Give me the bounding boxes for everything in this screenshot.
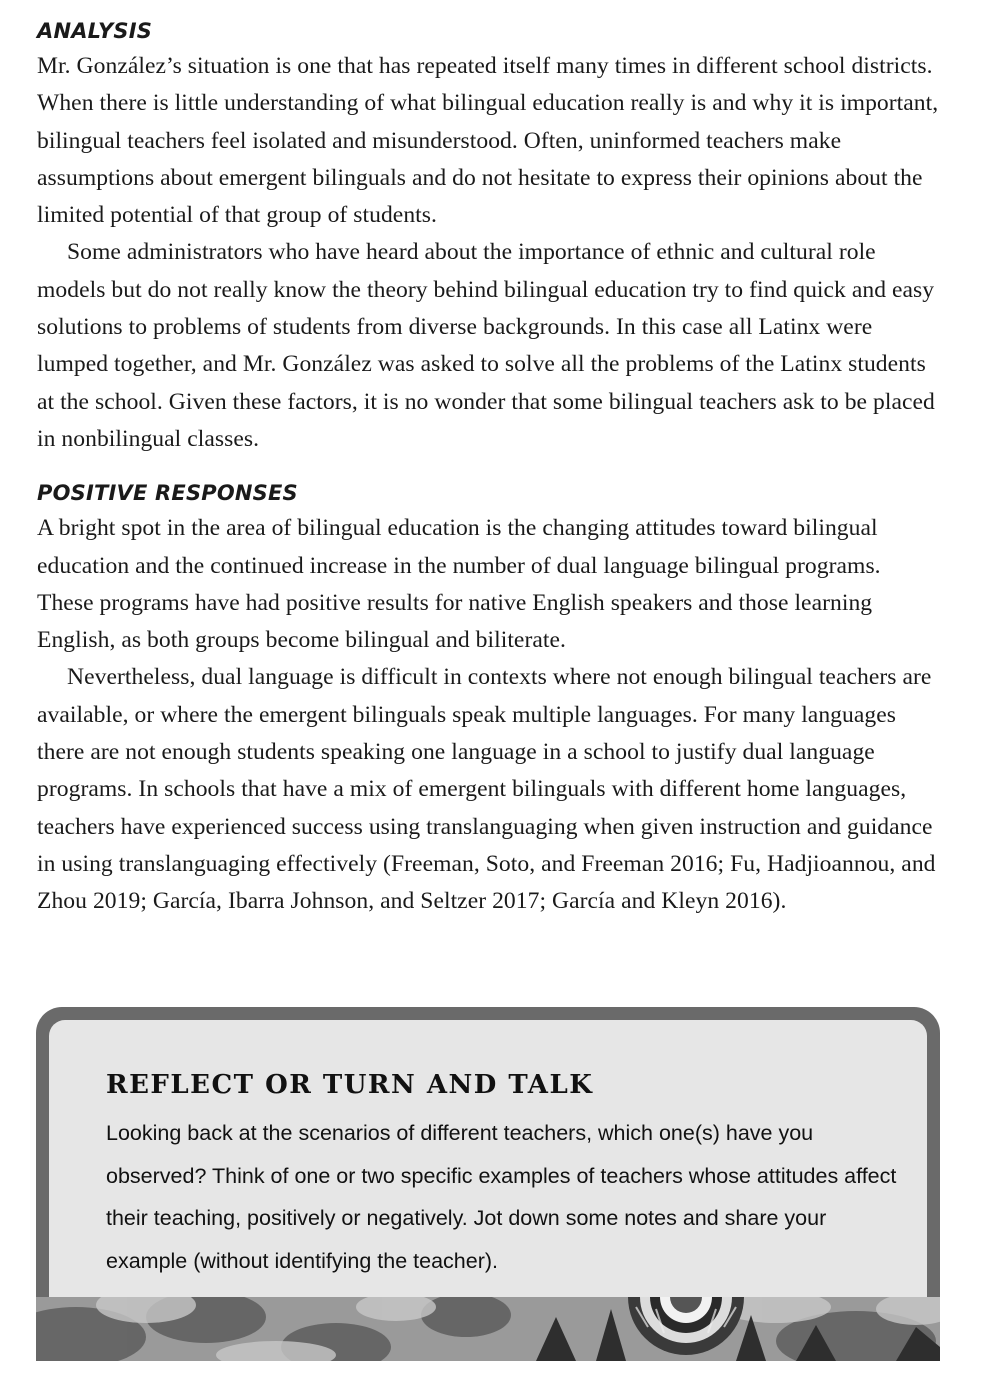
analysis-paragraph-2: Some administrators who have heard about the importance of ethnic and cultural role models but do not really know the theory behind bilingual education try to find quick and easy solutions to problems of students from diverse backgrounds. In this case all Latinx were lumped together, and Mr. González was asked to solve all the problems of the Latinx students at the school. Given these factors, it is no wonder that some bilingual teachers ask to be placed in nonbilingual classes. [37, 239, 935, 452]
analysis-heading: ANALYSIS [37, 19, 153, 43]
section-spacer [37, 458, 939, 478]
positive-responses-heading: POSITIVE RESPONSES [37, 481, 298, 506]
reflect-box [36, 1007, 940, 1361]
page-content [37, 16, 939, 921]
reflect-panel [49, 1020, 927, 1297]
positive-responses-paragraph-2: Nevertheless, dual language is difficult in contexts where not enough bilingual teachers are available, or where the emergent bilinguals speak multiple languages. For many languages there are not enough students speaking one language in a school to justify dual language programs. In schools that have a mix of emergent bilinguals with different home languages, teachers have experienced success using translanguaging when given instruction and guidance in using translanguaging effectively (Freeman, Soto, and Freeman 2016; Fu, Hadjioannou, and Zhou 2019; García, Ibarra Johnson, and Seltzer 2017; García and Kleyn 2016). [37, 664, 936, 915]
reflect-title: REFLECT OR TURN AND TALK [106, 1070, 594, 1100]
positive-responses-paragraph-1: A bright spot in the area of bilingual education is the changing attitudes toward bilingual education and the continued increase in the number of dual language bilingual programs. These programs have had positive results for native English speakers and those learning English, as both groups become bilingual and biliterate. [37, 515, 881, 654]
analysis-paragraph-1: Mr. González’s situation is one that has repeated itself many times in different school districts. When there is little understanding of what bilingual education really is and why it is important, bilingual teachers feel isolated and misunderstood. Often, uninformed teachers make assumptions about emergent bilinguals and do not hesitate to express their opinions about the limited potential of that group of students. [37, 53, 939, 229]
reflect-prompt: Looking back at the scenarios of different teachers, which one(s) have you observed? Think of one or two specific examples of teachers whose attitudes affect their teaching, positively or negatively. Jot down some notes and share your example (without identifying the teacher). [106, 1121, 897, 1273]
decorative-pattern-icon [36, 1297, 940, 1361]
